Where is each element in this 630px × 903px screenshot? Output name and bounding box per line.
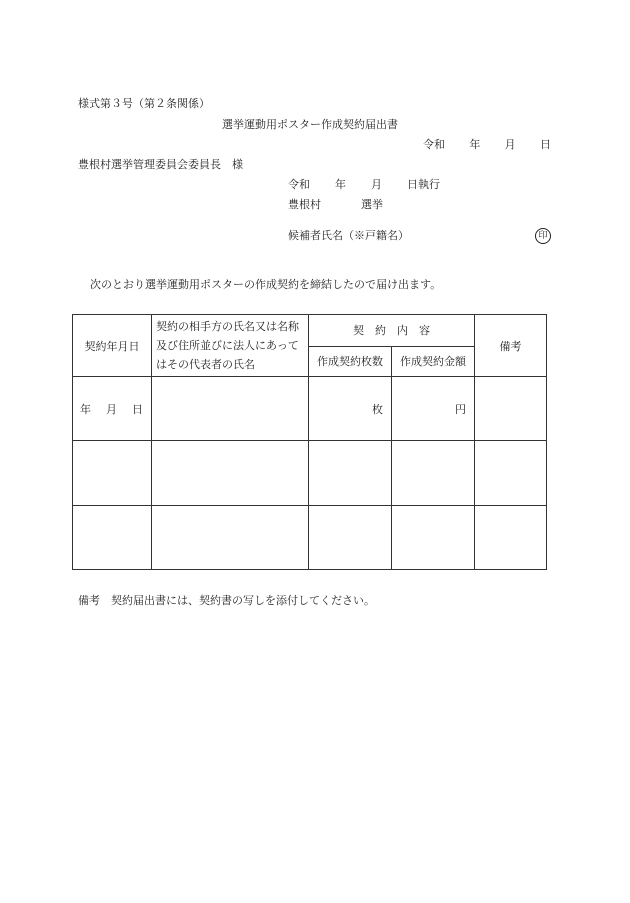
- election-date-month: 月: [371, 178, 382, 191]
- counterparty-cell[interactable]: [152, 441, 309, 506]
- election-label: 選挙: [361, 198, 383, 211]
- submission-date-era: 令和: [423, 138, 445, 151]
- table-row: [73, 441, 547, 506]
- form-number-label: 様式第３号（第２条関係）: [78, 97, 210, 110]
- submission-date-day: 日: [539, 138, 551, 151]
- date-day: 日: [132, 402, 144, 416]
- footnote-label: 備考: [78, 594, 100, 607]
- footnote: [78, 594, 375, 608]
- header-contract-count: 作成契約枚数: [309, 346, 392, 377]
- count-cell[interactable]: 枚: [309, 377, 392, 441]
- header-contract-amount: 作成契約金額: [392, 346, 475, 377]
- election-date-era: 令和: [288, 178, 310, 191]
- election-date-year: 年: [335, 178, 346, 191]
- date-month: 月: [106, 402, 118, 416]
- election-date: [288, 178, 440, 192]
- date-cell[interactable]: [73, 377, 152, 441]
- count-cell[interactable]: [309, 441, 392, 506]
- submission-date-year: 年: [469, 138, 481, 151]
- amount-cell[interactable]: 円: [392, 377, 475, 441]
- addressee: 豊根村選挙管理委員会委員長 様: [78, 158, 243, 171]
- table-row: [73, 377, 547, 441]
- header-contract-date: 契約年月日: [73, 315, 152, 377]
- submission-date-month: 月: [504, 138, 516, 151]
- table-row: [73, 506, 547, 570]
- counterparty-cell[interactable]: [152, 506, 309, 570]
- amount-cell[interactable]: [392, 441, 475, 506]
- election-name: [288, 198, 383, 212]
- date-cell[interactable]: [73, 441, 152, 506]
- remarks-cell[interactable]: [475, 506, 547, 570]
- amount-cell[interactable]: [392, 506, 475, 570]
- candidate-name-label: 候補者氏名（※戸籍名）: [288, 229, 409, 242]
- date-year: 年: [80, 402, 92, 416]
- count-cell[interactable]: [309, 506, 392, 570]
- submission-date: [423, 138, 551, 152]
- village-name: 豊根村: [288, 198, 321, 211]
- header-contract-contents: 契 約 内 容: [309, 315, 475, 347]
- remarks-cell[interactable]: [475, 441, 547, 506]
- document-title: 選挙運動用ポスター作成契約届出書: [222, 118, 398, 131]
- seal-mark: 印: [535, 228, 551, 244]
- header-remarks: 備考: [475, 315, 547, 377]
- statement-text: 次のとおり選挙運動用ポスターの作成契約を締結したので届け出ます。: [90, 278, 442, 291]
- counterparty-cell[interactable]: [152, 377, 309, 441]
- header-counterparty: 契約の相手方の氏名又は名称及び住所並びに法人にあってはその代表者の氏名: [152, 315, 309, 377]
- election-date-suffix: 日執行: [407, 178, 440, 191]
- date-cell[interactable]: [73, 506, 152, 570]
- remarks-cell[interactable]: [475, 377, 547, 441]
- footnote-text: 契約届出書には、契約書の写しを添付してください。: [111, 594, 375, 607]
- contract-table: [72, 314, 547, 570]
